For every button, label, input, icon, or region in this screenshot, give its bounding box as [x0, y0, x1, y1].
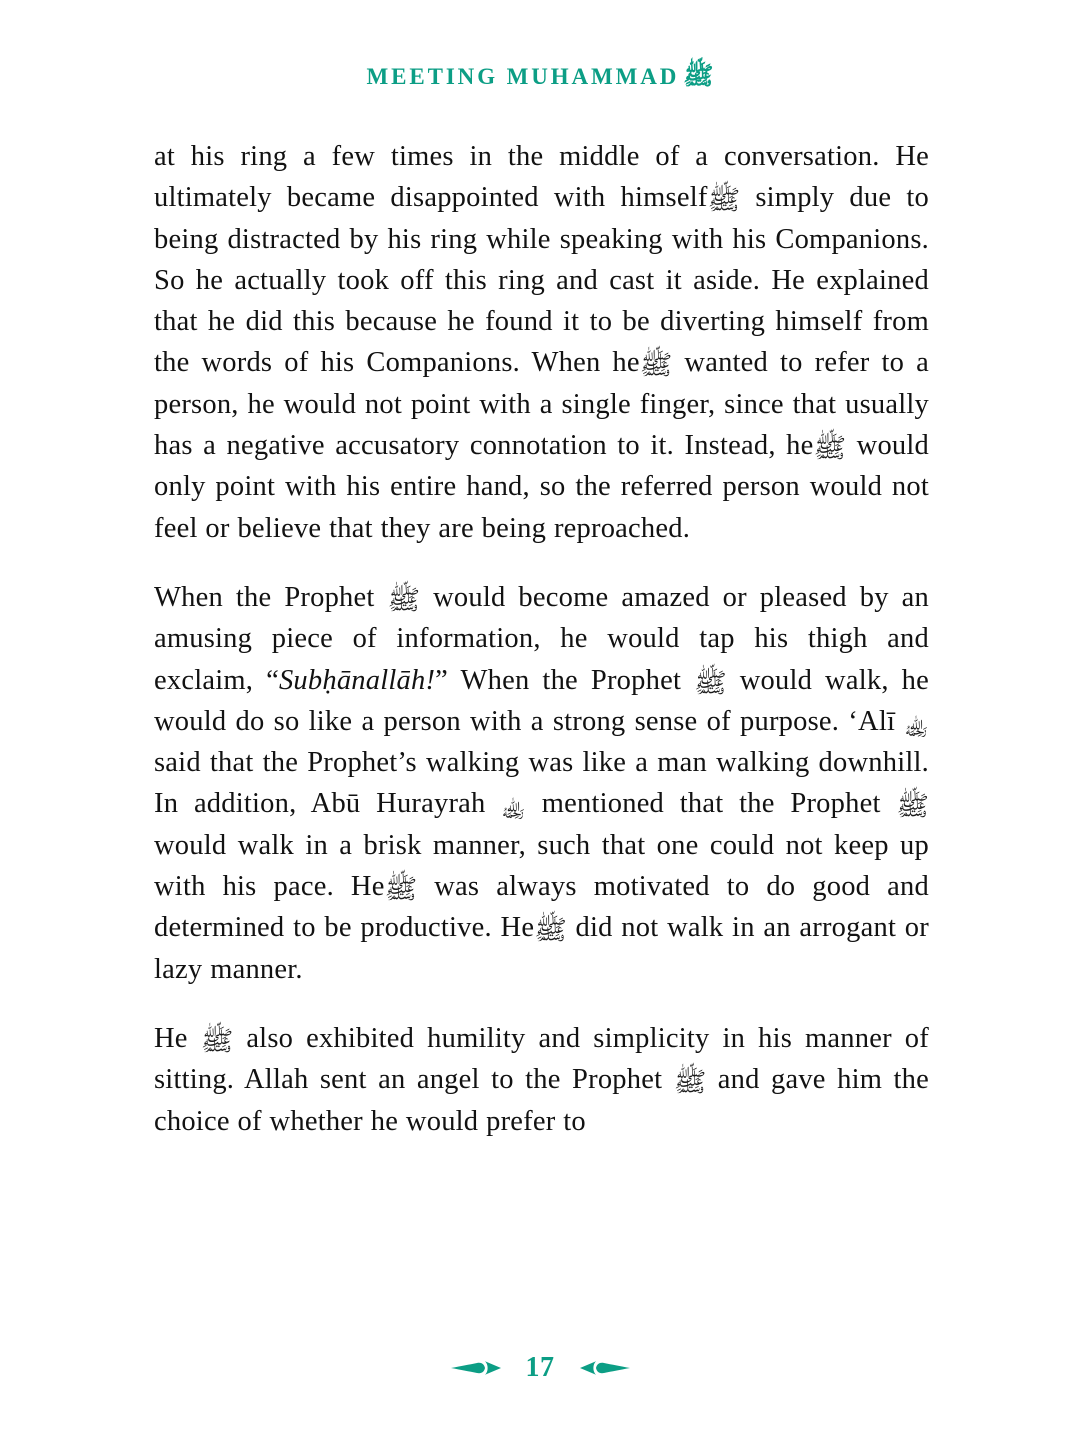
- leaf-arrow-right-icon: [451, 1360, 507, 1376]
- sallallahu-alayhi-wasallam-glyph: ﷺ: [683, 61, 714, 91]
- running-header-title: MEETING MUHAMMAD: [366, 63, 680, 89]
- paragraph: at his ring a few times in the middle of a conversation. He ultimately became disappointed with himselfﷺ simply due to being distracted by his ring while speaking with his Companions. So he actually took off this ring and cast it aside. He explained that he did this because he found it to be diverting himself from the words of his Companions. When heﷺ wanted to refer to a person, he would not point with a single finger, since that usually has a negative accusatory connotation to it. Instead, heﷺ would only point with his entire hand, so the referred person would not feel or believe that they are being reproached.: [154, 141, 929, 544]
- transliterated-phrase: Subḥānallāh!: [278, 664, 436, 696]
- body-text-block: [154, 136, 929, 1142]
- page-number: 17: [525, 1352, 555, 1383]
- paragraph: He ﷺ also exhibited humility and simplicity in his manner of sitting. Allah sent an angel to the Prophet ﷺ and gave him the choice of whether he would prefer to: [154, 1022, 929, 1137]
- page-footer: [0, 1354, 1080, 1382]
- leaf-arrow-left-icon: [574, 1360, 630, 1376]
- running-header: [0, 62, 1080, 90]
- paragraph: When the Prophet ﷺ would become amazed or pleased by an amusing piece of information, he would tap his thigh and exclaim, “Subḥānallāh!” When the Prophet ﷺ would walk, he would do so like a person with a strong sense of purpose. ʻAlī ﵀ said that the Prophet’s walking was like a man walking downhill. In addition, Abū Hurayrah ﵀ mentioned that the Prophet ﷺ would walk in a brisk manner, such that one could not keep up with his pace. Heﷺ was always motivated to do good and determined to be productive. Heﷺ did not walk in an arrogant or lazy manner.: [154, 581, 929, 985]
